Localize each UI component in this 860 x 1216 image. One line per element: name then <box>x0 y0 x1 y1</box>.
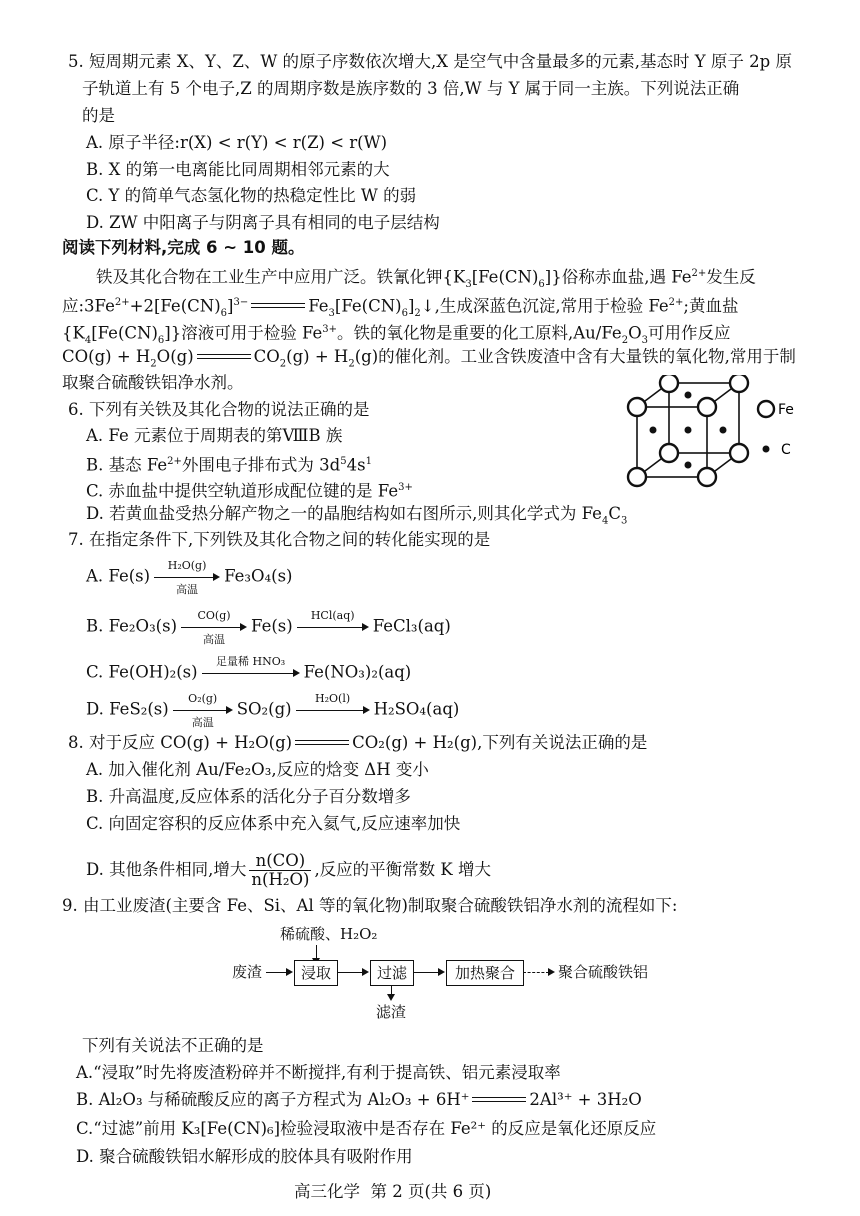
legend-fe-label: Fe <box>778 402 794 418</box>
q6-option-c: C. 赤血盐中提供空轨道形成配位键的是 $Fe^{3+}$ <box>86 481 413 501</box>
q6-option-a: A. Fe 元素位于周期表的第ⅧB 族 <box>86 426 343 445</box>
reading-line2: 应$:3Fe^{2+}+2[Fe(CN)_6]^{3-}$ $Fe_3[Fe(CN)_6]_2↓$,生成深蓝色沉淀,常用于检验 $Fe^{2+}$;黄血盐 <box>62 296 739 319</box>
q9-option-a: A.“浸取”时先将废渣粉碎并不断搅拌,有利于提高铁、铝元素浸取率 <box>76 1063 561 1082</box>
q6-option-b: B. 基态 $Fe^{2+}$外围电子排布式为 $3d^54s^1$ <box>86 455 372 475</box>
page-footer: 高三化学 第 2 页(共 6 页) <box>294 1182 492 1201</box>
q5-option-d: D. ZW 中阳离子与阴离子具有相同的电子层结构 <box>86 213 440 232</box>
fe-atom <box>698 468 716 486</box>
c-atom <box>650 427 657 434</box>
flow-step-filter: 过滤 <box>370 960 414 986</box>
reading-line1: 铁及其化合物在工业生产中应用广泛。铁氰化钾$\{K_3[Fe(CN)_6]\}$俗称赤血盐,遇 $Fe^{2+}$发生反 <box>96 267 756 290</box>
q9-option-b: B. Al₂O₃ 与稀硫酸反应的离子方程式为 Al₂O₃ + 6H⁺ 2Al³⁺ + 3H₂O <box>76 1090 642 1109</box>
reaction-arrow: O₂(g) 高温 <box>173 695 233 725</box>
q8-option-c: C. 向固定容积的反应体系中充入氦气,反应速率加快 <box>86 814 461 833</box>
q5-option-a: A. 原子半径:r(X) < r(Y) < r(Z) < r(W) <box>86 133 388 152</box>
reading-line3: $\{K_4[Fe(CN)_6]\}$溶液可用于检验 $Fe^{3+}$。铁的氧化物是重要的化工原料$,Au/Fe_2O_3$可用作反应 <box>62 323 731 346</box>
q8-option-b: B. 升高温度,反应体系的活化分子百分数增多 <box>86 787 411 806</box>
fe-atom <box>730 444 748 462</box>
flow-step-polymerize: 加热聚合 <box>446 960 524 986</box>
fe-atom <box>628 468 646 486</box>
crystal-cell-figure <box>625 375 805 490</box>
q7-option-b: B. Fe₂O₃(s) CO(g) 高温 Fe(s) HCl(aq) FeCl₃(aq) <box>86 609 451 646</box>
flow-output-label: 聚合硫酸铁铝 <box>558 963 649 981</box>
fe-atom <box>660 444 678 462</box>
q5-stem-line3: 的是 <box>82 106 115 125</box>
equals-arrow <box>295 740 349 748</box>
q7-option-c: C. Fe(OH)₂(s) 足量稀 HNO₃ Fe(NO₃)₂(aq) <box>86 658 411 688</box>
q8-option-a: A. 加入催化剂 Au/Fe₂O₃,反应的焓变 ΔH 变小 <box>86 760 429 779</box>
fe-atom <box>730 375 748 392</box>
flow-residue-label: 滤渣 <box>376 1003 407 1021</box>
q5-stem-line1: 5. 短周期元素 X、Y、Z、W 的原子序数依次增大,X 是空气中含量最多的元素,基态时 Y 原子 2p 原 <box>68 52 792 71</box>
flow-input-label: 废渣 <box>232 963 263 981</box>
fe-atom <box>628 398 646 416</box>
q7-option-a: A. Fe(s) H₂O(g) 高温 Fe₃O₄(s) <box>86 559 293 596</box>
reaction-arrow: CO(g) 高温 <box>181 612 247 642</box>
reaction-arrow: H₂O(g) 高温 <box>154 562 220 592</box>
equals-arrow <box>251 303 305 311</box>
q5-stem-line2: 子轨道上有 5 个电子,Z 的周期序数是族序数的 3 倍,W 与 Y 属于同一主族。下列说法正确 <box>82 79 740 98</box>
c-atom <box>685 462 692 469</box>
reading-heading: 阅读下列材料,完成 6 ~ 10 题。 <box>62 238 305 257</box>
q9-sub-stem: 下列有关说法不正确的是 <box>82 1036 264 1055</box>
q5-option-b: B. X 的第一电离能比同周期相邻元素的大 <box>86 160 390 179</box>
c-atom <box>720 427 727 434</box>
c-atom <box>685 392 692 399</box>
legend-c-label: C <box>781 442 791 458</box>
q6-stem: 6. 下列有关铁及其化合物的说法正确的是 <box>68 400 370 419</box>
reading-line5: 取聚合硫酸铁铝净水剂。 <box>62 373 244 392</box>
fe-atom <box>660 375 678 392</box>
q8-option-d: D. 其他条件相同,增大 $\frac{n(CO)}{\text{n(H₂O)}}$ ,反应的平衡常数 K 增大 <box>86 851 491 889</box>
q9-stem: 9. 由工业废渣(主要含 Fe、Si、Al 等的氧化物)制取聚合硫酸铁铝净水剂的流程如下: <box>62 896 678 915</box>
equals-arrow <box>472 1097 526 1105</box>
reaction-arrow: H₂O(l) <box>296 695 370 725</box>
legend-fe-icon <box>758 401 774 417</box>
flow-step-leach: 浸取 <box>294 960 338 986</box>
q9-option-d: D. 聚合硫酸铁铝水解形成的胶体具有吸附作用 <box>76 1147 413 1166</box>
c-atom <box>685 427 692 434</box>
legend-c-icon <box>763 446 770 453</box>
equals-arrow <box>197 354 251 362</box>
flow-reagent-label: 稀硫酸、H₂O₂ <box>280 925 378 943</box>
q7-stem: 7. 在指定条件下,下列铁及其化合物之间的转化能实现的是 <box>68 530 491 549</box>
ratio-fraction: $\frac{n(CO)}{\text{n(H₂O)}}$ <box>251 851 310 889</box>
q9-option-c: C.“过滤”前用 K₃[Fe(CN)₆]检验浸取液中是否存在 Fe²⁺ 的反应是氧化还原反应 <box>76 1119 657 1138</box>
q7-option-d: D. FeS₂(s) O₂(g) 高温 SO₂(g) H₂O(l) H₂SO₄(aq) <box>86 692 460 729</box>
reaction-arrow: HCl(aq) <box>297 612 369 642</box>
q6-option-d: D. 若黄血盐受热分解产物之一的晶胞结构如右图所示,则其化学式为 $Fe_4C_3$ <box>86 504 628 527</box>
reaction-arrow: 足量稀 HNO₃ <box>202 658 300 688</box>
reading-line4: $CO(g) + H_2O(g)$ $CO_2(g) + H_2(g)$的催化剂。工业含铁废渣中含有大量铁的氧化物,常用于制 <box>62 347 796 370</box>
q8-stem: 8. 对于反应 CO(g) + H₂O(g) CO₂(g) + H₂(g),下列有关说法正确的是 <box>68 733 648 752</box>
fe-atom <box>698 398 716 416</box>
q5-option-c: C. Y 的简单气态氢化物的热稳定性比 W 的弱 <box>86 186 417 205</box>
